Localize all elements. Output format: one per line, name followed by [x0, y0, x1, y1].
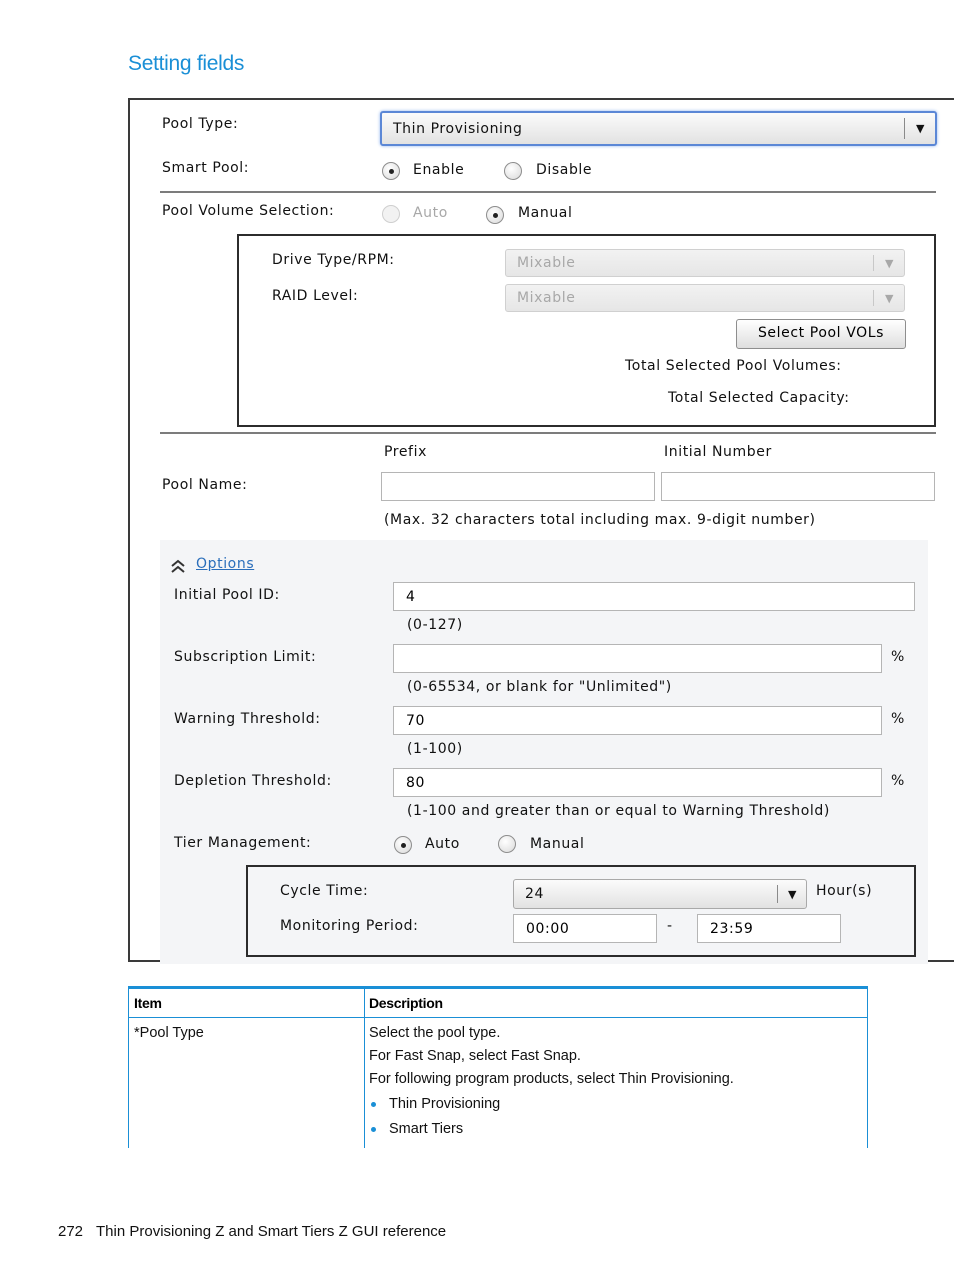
prefix-header: Prefix	[384, 444, 427, 460]
initial-pool-id-label: Initial Pool ID:	[174, 587, 280, 603]
percent-unit: %	[891, 649, 905, 665]
table-cell-bullet: Thin Provisioning	[389, 1096, 501, 1112]
warning-threshold-hint: (1-100)	[407, 741, 463, 757]
select-pool-vols-button[interactable]: Select Pool VOLs	[736, 319, 906, 349]
manual-selection-group	[237, 234, 936, 427]
depletion-threshold-label: Depletion Threshold:	[174, 773, 332, 789]
table-header-rule	[128, 1017, 868, 1018]
table-cell-line: For following program products, select Thin Provisioning.	[369, 1071, 734, 1087]
table-border-middle	[364, 986, 365, 1148]
depletion-threshold-hint: (1-100 and greater than or equal to Warning Threshold)	[407, 803, 830, 819]
smart-pool-label: Smart Pool:	[162, 160, 250, 176]
table-border-left	[128, 986, 129, 1148]
table-cell-line: Select the pool type.	[369, 1025, 501, 1041]
pool-type-label: Pool Type:	[162, 116, 239, 132]
chevron-down-icon: ▼	[884, 292, 894, 305]
total-selected-capacity-label: Total Selected Capacity:	[668, 390, 850, 406]
monitoring-period-label: Monitoring Period:	[280, 918, 419, 934]
pool-name-initial-number-input[interactable]	[661, 472, 935, 501]
table-border-right	[867, 986, 868, 1148]
double-chevron-up-icon[interactable]	[170, 558, 186, 574]
drive-type-select[interactable]: Mixable ▼	[505, 249, 905, 277]
tier-auto-radio[interactable]	[394, 836, 412, 854]
bullet-icon	[371, 1102, 376, 1107]
pool-volume-selection-label: Pool Volume Selection:	[162, 203, 335, 219]
smart-pool-disable-radio[interactable]	[504, 162, 522, 180]
warning-threshold-label: Warning Threshold:	[174, 711, 321, 727]
subscription-limit-hint: (0-65534, or blank for "Unlimited")	[407, 679, 672, 695]
smart-pool-enable-label: Enable	[413, 162, 465, 178]
table-cell-item: *Pool Type	[134, 1025, 204, 1041]
initial-pool-id-hint: (0-127)	[407, 617, 463, 633]
drive-type-label: Drive Type/RPM:	[272, 252, 395, 268]
pvs-auto-radio[interactable]	[382, 205, 400, 223]
divider	[160, 432, 936, 434]
warning-threshold-input[interactable]: 70	[393, 706, 882, 735]
monitoring-start-input[interactable]: 00:00	[513, 914, 657, 943]
monitoring-dash: -	[667, 918, 673, 934]
pool-name-prefix-input[interactable]	[381, 472, 655, 501]
pool-name-label: Pool Name:	[162, 477, 248, 493]
table-top-rule	[128, 986, 868, 989]
pool-name-hint: (Max. 32 characters total including max. 9-digit number)	[384, 512, 816, 528]
table-cell-line: For Fast Snap, select Fast Snap.	[369, 1048, 581, 1064]
options-section	[160, 540, 928, 964]
tier-management-label: Tier Management:	[174, 835, 312, 851]
raid-level-select[interactable]: Mixable ▼	[505, 284, 905, 312]
options-link[interactable]: Options	[196, 556, 255, 572]
divider	[160, 191, 936, 193]
footer-title: Thin Provisioning Z and Smart Tiers Z GUI reference	[96, 1223, 447, 1240]
smart-pool-disable-label: Disable	[536, 162, 593, 178]
tier-manual-label: Manual	[530, 836, 585, 852]
tier-settings-group	[246, 865, 916, 957]
monitoring-end-input[interactable]: 23:59	[697, 914, 841, 943]
page-number: 272	[58, 1223, 84, 1240]
chevron-down-icon: ▼	[915, 122, 925, 135]
subscription-limit-label: Subscription Limit:	[174, 649, 317, 665]
smart-pool-enable-radio[interactable]	[382, 162, 400, 180]
depletion-threshold-input[interactable]: 80	[393, 768, 882, 797]
tier-auto-label: Auto	[425, 836, 460, 852]
table-header-item: Item	[134, 995, 162, 1011]
pvs-auto-label: Auto	[413, 205, 448, 221]
initial-pool-id-input[interactable]: 4	[393, 582, 915, 611]
percent-unit: %	[891, 773, 905, 789]
initial-number-header: Initial Number	[664, 444, 772, 460]
chevron-down-icon: ▼	[787, 888, 797, 901]
section-title: Setting fields	[128, 52, 245, 75]
cycle-time-select[interactable]: 24 ▼	[513, 879, 807, 909]
cycle-time-label: Cycle Time:	[280, 883, 369, 899]
subscription-limit-input[interactable]	[393, 644, 882, 673]
tier-manual-radio[interactable]	[498, 835, 516, 853]
percent-unit: %	[891, 711, 905, 727]
pool-type-select[interactable]: Thin Provisioning ▼	[380, 111, 937, 146]
pool-settings-panel	[128, 98, 954, 962]
chevron-down-icon: ▼	[884, 257, 894, 270]
cycle-time-unit: Hour(s)	[816, 883, 873, 899]
pvs-manual-label: Manual	[518, 205, 573, 221]
table-header-description: Description	[369, 995, 443, 1011]
table-cell-bullet: Smart Tiers	[389, 1121, 464, 1137]
raid-level-label: RAID Level:	[272, 288, 359, 304]
total-selected-volumes-label: Total Selected Pool Volumes:	[625, 358, 842, 374]
pvs-manual-radio[interactable]	[486, 206, 504, 224]
bullet-icon	[371, 1127, 376, 1132]
